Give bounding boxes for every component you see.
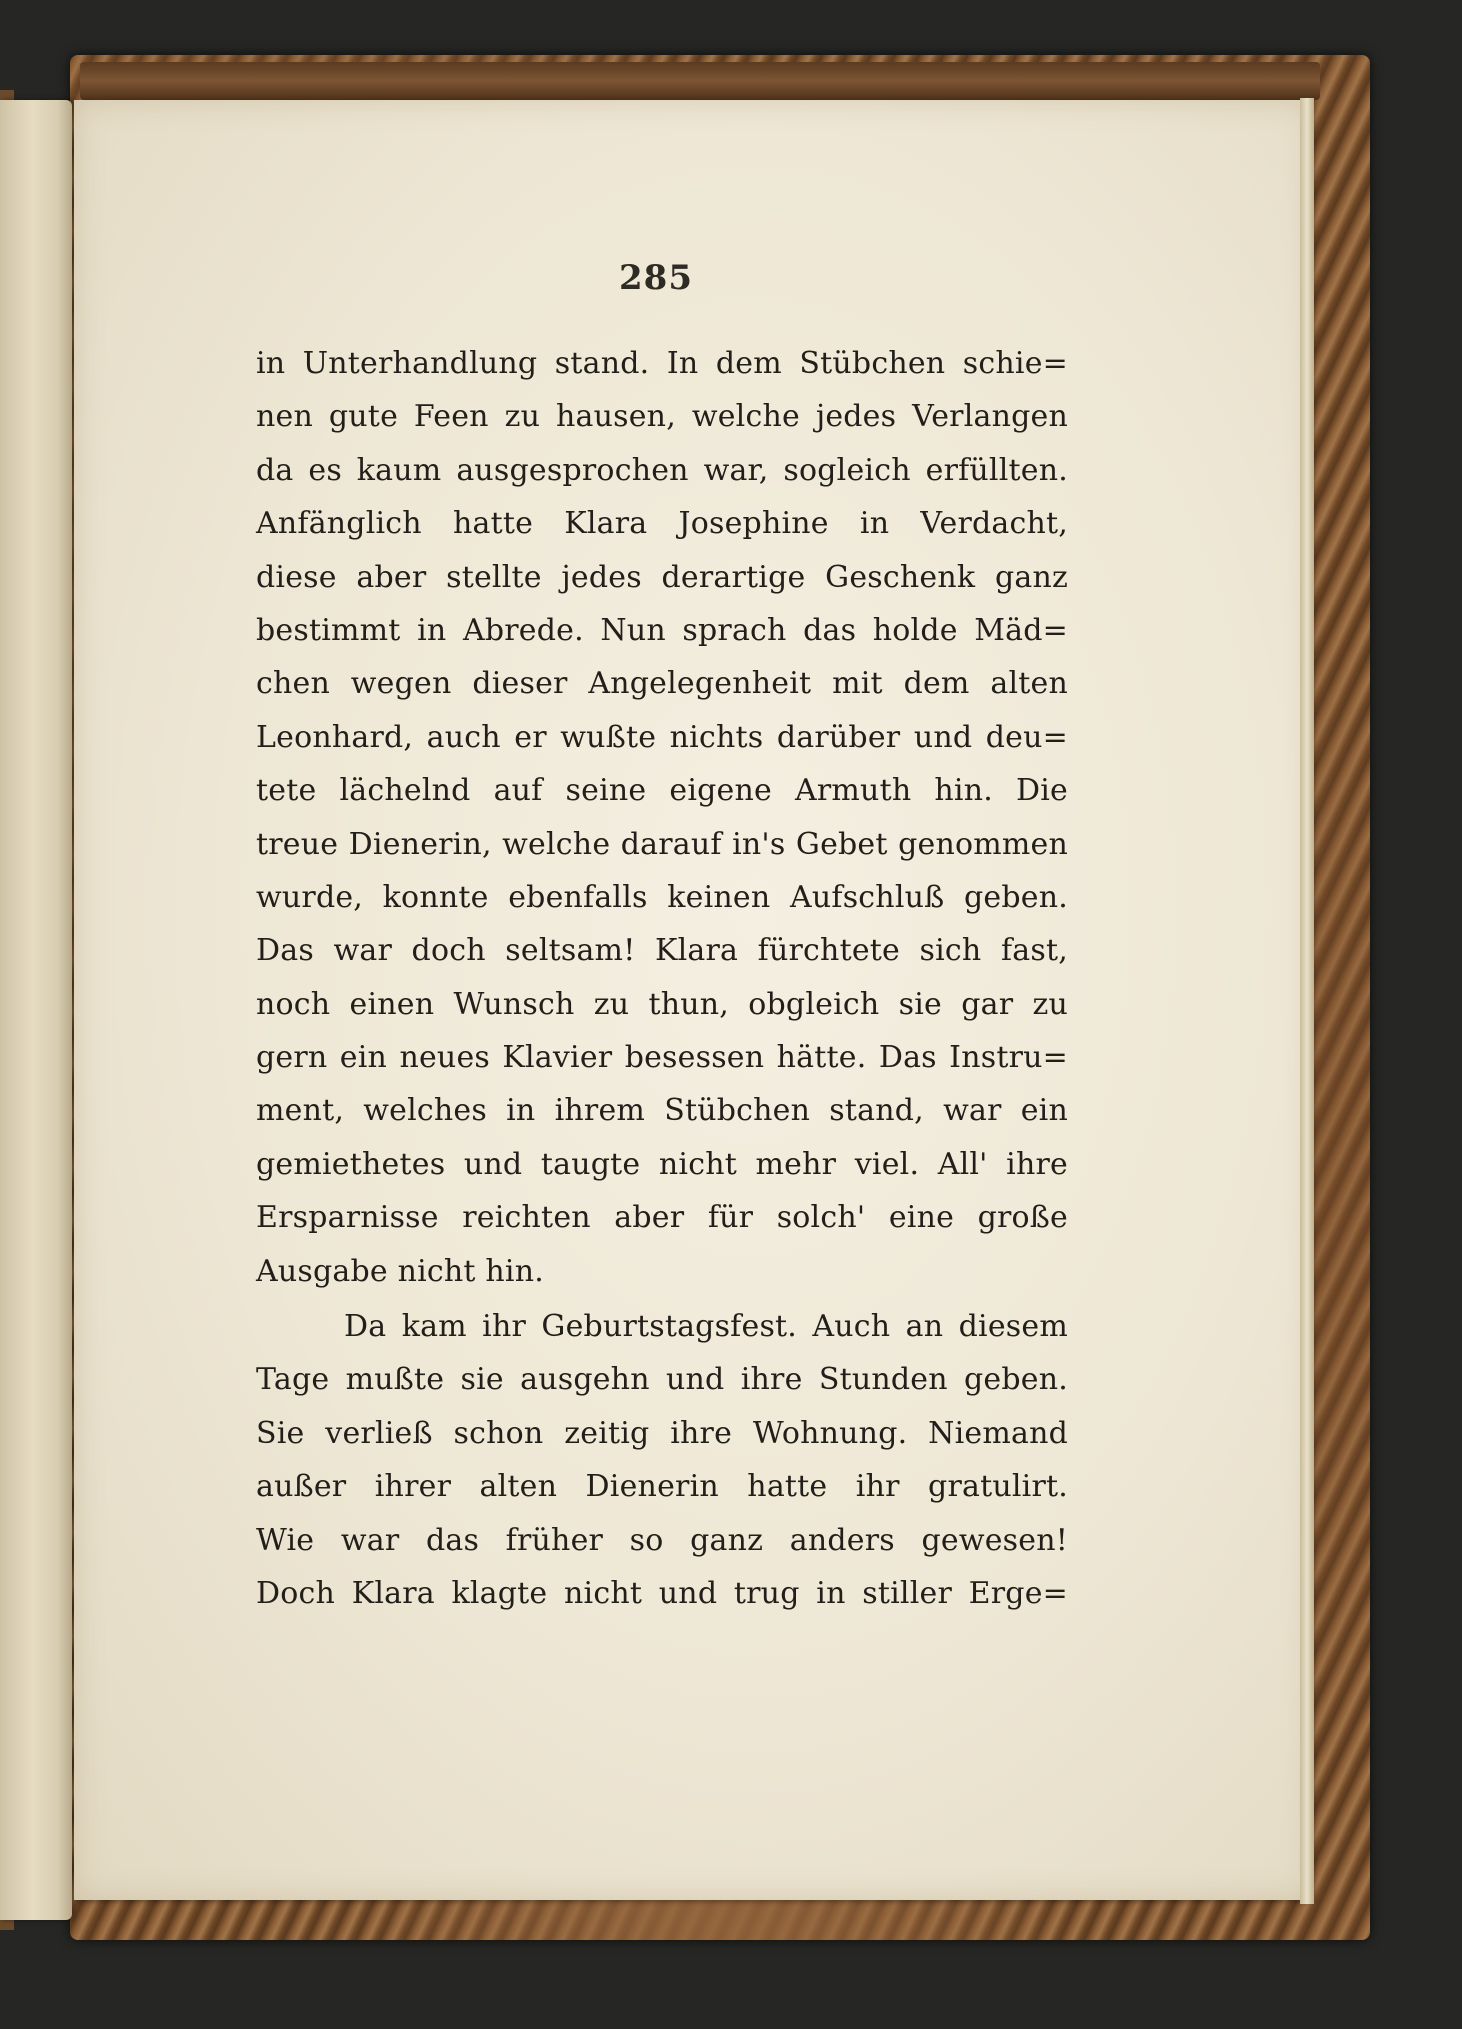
text-line: tete lächelnd auf seine eigene Armuth hin. Die [256,773,1068,809]
text-line: chen wegen dieser Angelegenheit mit dem alten [256,666,1068,702]
text-line: Das war doch seltsam! Klara fürchtete sich fast, [256,933,1068,969]
text-line: wurde, konnte ebenfalls keinen Aufschluß geben. [256,879,1068,915]
text-line: bestimmt in Abrede. Nun sprach das holde Mäd= [256,612,1068,648]
page-text [256,337,1068,1620]
text-line: in Unterhandlung stand. In dem Stübchen schie= [256,346,1068,381]
page-right-edge [1300,98,1314,1904]
text-line: nen gute Feen zu hausen, welche jedes Verlangen [256,399,1068,435]
text-line: gemiethetes und taugte nicht mehr viel. All' ihre [256,1146,1068,1182]
text-line: da es kaum ausgesprochen war, sogleich erfüllten. [256,452,1068,488]
text-line: außer ihrer alten Dienerin hatte ihr gratulirt. [256,1469,1068,1505]
cover-top-edge [80,62,1320,100]
text-line: Da kam ihr Geburtstagsfest. Auch an diesem [344,1309,1068,1345]
left-page-edge [0,100,72,1920]
text-line: Leonhard, auch er wußte nichts darüber und deu= [256,719,1068,755]
text-line: Ersparnisse reichten aber für solch' eine große [256,1200,1068,1236]
text-line: Doch Klara klagte nicht und trug in stiller Erge= [256,1575,1068,1611]
text-line: ment, welches in ihrem Stübchen stand, war ein [256,1093,1068,1129]
text-line: Tage mußte sie ausgehn und ihre Stunden geben. [256,1362,1068,1398]
text-line: noch einen Wunsch zu thun, obgleich sie gar zu [256,986,1068,1022]
text-line: Sie verließ schon zeitig ihre Wohnung. Niemand [256,1415,1068,1451]
text-line: diese aber stellte jedes derartige Geschenk ganz [256,559,1068,595]
text-line: Ausgabe nicht hin. [256,1253,544,1289]
text-line: Wie war das früher so ganz anders gewesen! [256,1522,1068,1558]
page-number: 285 [619,258,693,298]
text-line: Anfänglich hatte Klara Josephine in Verdacht, [256,506,1068,542]
text-line: gern ein neues Klavier besessen hätte. Das Instru= [256,1040,1068,1076]
text-line: treue Dienerin, welche darauf in's Gebet genommen [256,826,1068,862]
